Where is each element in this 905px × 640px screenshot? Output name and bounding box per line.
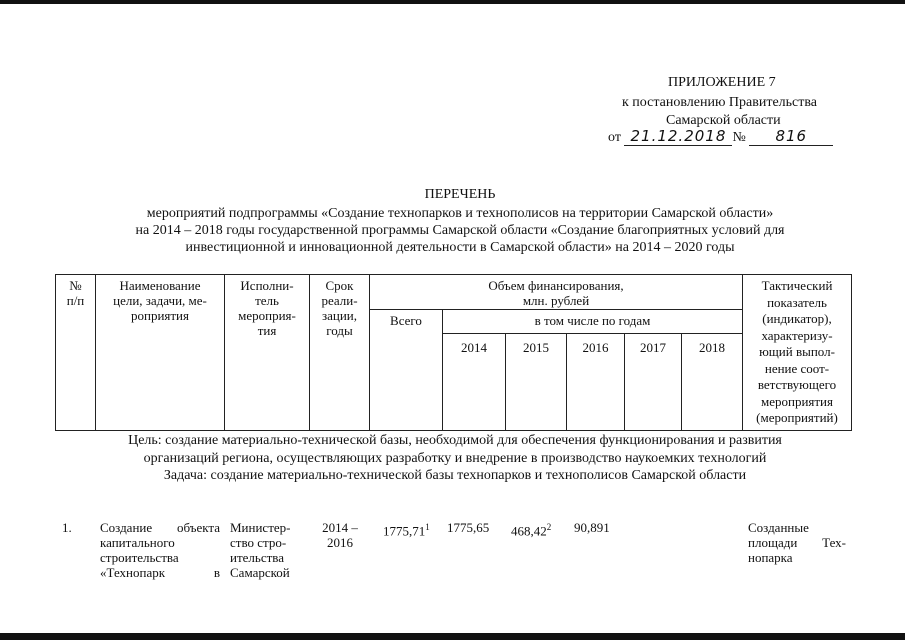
- years-sub-line: [442, 333, 742, 334]
- footnote-1: 1: [425, 522, 430, 532]
- appendix-line3: Самарской области: [666, 113, 781, 128]
- footnote-2: 2: [546, 522, 552, 532]
- header-financing: Объем финансирования, млн. рублей: [488, 278, 624, 308]
- header-year-2014: 2014: [461, 340, 487, 355]
- header-name: Наименование цели, задачи, ме- роприятия: [113, 278, 207, 323]
- row-executor: Министер- ство стро- ительства Самарской: [230, 520, 291, 580]
- row-total: 1775,71$^1$: [383, 522, 430, 539]
- header-executor: Исполни- тель мероприя- тия: [238, 278, 296, 338]
- scan-top-border: [0, 0, 905, 4]
- row-term: 2014 – 2016: [322, 520, 358, 550]
- appendix-title: ПРИЛОЖЕНИЕ 7: [668, 75, 776, 90]
- header-year-2018: 2018: [699, 340, 725, 355]
- heading-line1: мероприятий подпрограммы «Создание технопарков и технополисов на территории Самарской области»: [146, 206, 774, 221]
- row-number: 1.: [62, 520, 72, 535]
- header-year-2016: 2016: [582, 340, 609, 355]
- heading-line3: инвестиционной и инновационной деятельности в Самарской области» на 2014 – 2020 годы: [185, 240, 735, 255]
- from-label: от: [608, 130, 621, 145]
- header-indicator: Тактический показатель (индикатор), характеризу- ющий выпол- нение соот- ветствующего мероприятия (мероприятий): [756, 278, 838, 425]
- row-2016: 90,891: [574, 520, 610, 535]
- header-year-2015: 2015: [523, 340, 549, 355]
- row-name: Создание объекта капитального строительства «Технопарк в: [100, 520, 220, 580]
- appendix-line2: к постановлению Правительства: [622, 95, 818, 110]
- header-term: Срок реали- зации, годы: [321, 278, 358, 338]
- goal-line1: Цель: создание материально-технической базы, необходимой для обеспечения функционирования и развития: [128, 433, 782, 448]
- fin-sub-line: [369, 309, 742, 310]
- header-by-years: в том числе по годам: [534, 313, 651, 328]
- row-2014: 1775,65: [447, 520, 490, 535]
- row-2015: 468,42$^2$: [511, 522, 552, 539]
- header-number: № п/п: [66, 278, 85, 308]
- appendix-date-line: [608, 127, 833, 147]
- number-label: №: [732, 130, 746, 145]
- list-title: ПЕРЕЧЕНЬ: [424, 187, 496, 202]
- header-total: Всего: [390, 313, 422, 328]
- row-indicator: Созданные площади Тех- нопарка: [748, 520, 846, 565]
- handwritten-date: 21.12.2018: [624, 127, 732, 146]
- goal-line2: организаций региона, осуществляющих разработку и внедрение в производство наукоемких технологий: [143, 451, 767, 466]
- task-line: Задача: создание материально-технической базы технопарков и технополисов Самарской области: [163, 468, 747, 483]
- handwritten-number: 816: [749, 127, 833, 146]
- table-bottom-line: [55, 430, 851, 431]
- header-year-2017: 2017: [640, 340, 666, 355]
- table-top-line: [55, 274, 851, 275]
- heading-line2: на 2014 – 2018 годы государственной программы Самарской области «Создание благоприятных условий для: [135, 223, 785, 238]
- scan-bottom-border: [0, 633, 905, 640]
